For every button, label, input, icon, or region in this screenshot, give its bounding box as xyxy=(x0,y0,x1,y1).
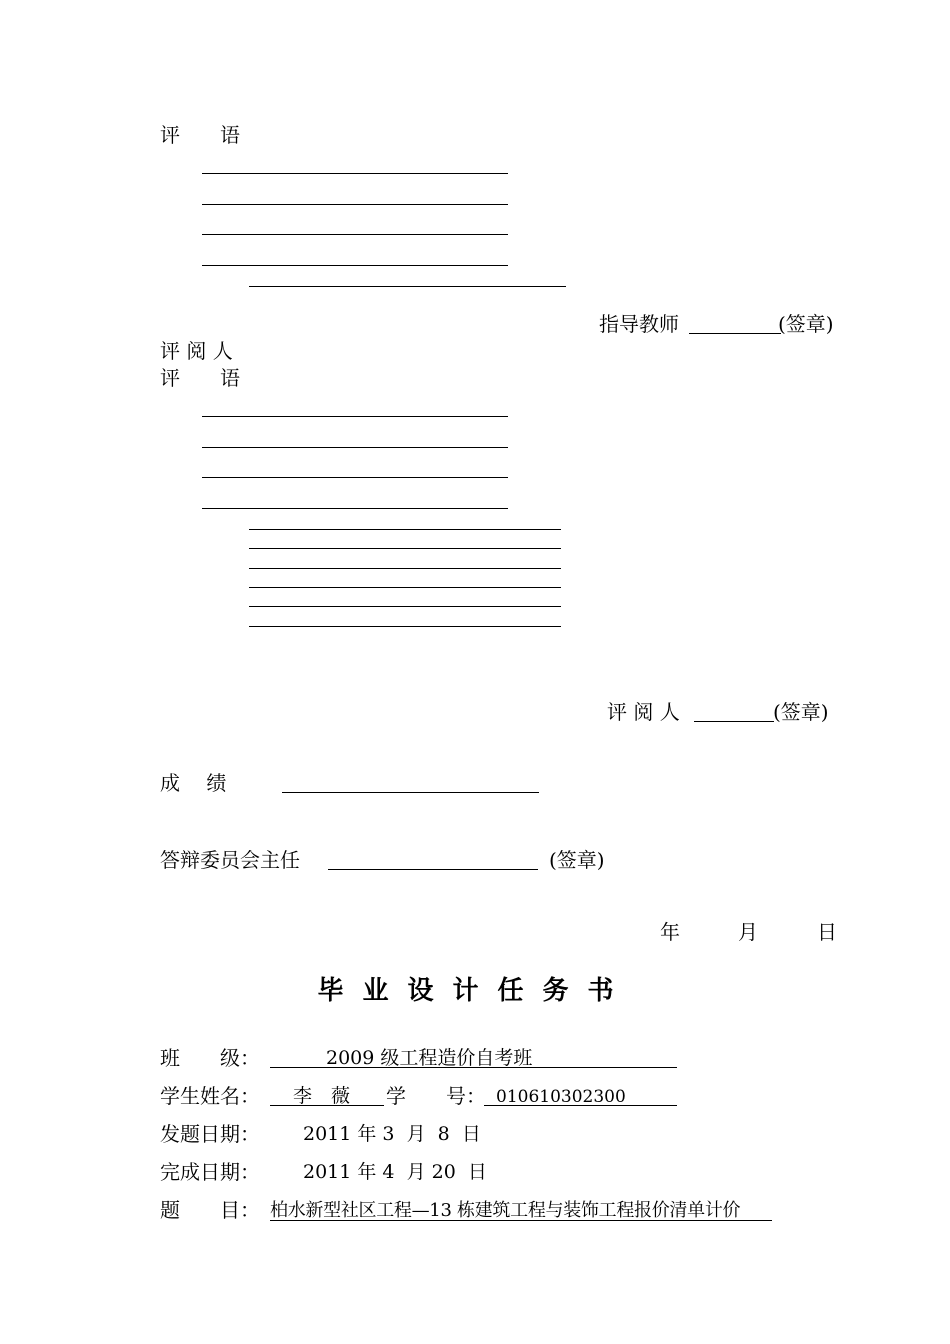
reviewer-comment-line-7[interactable] xyxy=(249,568,561,569)
committee-sign-suffix: (签章) xyxy=(549,848,605,872)
complete-date-value: 2011 年 4 月 20 日 xyxy=(303,1161,487,1183)
complete-date-label: 完成日期： xyxy=(160,1160,260,1184)
reviewer-heading: 评 阅 人 xyxy=(160,339,233,363)
issue-date-value: 2011 年 3 月 8 日 xyxy=(303,1123,481,1145)
committee-sign-line[interactable] xyxy=(328,869,538,870)
student-label: 学生姓名： xyxy=(160,1084,260,1108)
reviewer-comment-line-1[interactable] xyxy=(202,416,508,417)
grade-line[interactable] xyxy=(282,792,539,793)
date-year-label: 年 xyxy=(660,920,680,944)
advisor-sign-suffix: (签章) xyxy=(778,312,834,336)
topic-value: 柏水新型社区工程—13 栋建筑工程与装饰工程报价清单计价 xyxy=(270,1200,741,1221)
date-day-label: 日 xyxy=(817,920,837,944)
committee-label: 答辩委员会主任 xyxy=(160,848,300,872)
grade-label: 成 绩 xyxy=(160,771,227,795)
reviewer-comment-line-10[interactable] xyxy=(249,626,561,627)
student-id-value: 010610302300 xyxy=(496,1087,626,1107)
reviewer-comment-label: 评 语 xyxy=(160,366,240,390)
reviewer-comment-line-6[interactable] xyxy=(249,548,561,549)
student-id-label: 学 号： xyxy=(386,1084,486,1108)
reviewer-comment-line-9[interactable] xyxy=(249,606,561,607)
reviewer-sign-line[interactable] xyxy=(694,721,774,722)
topic-underline[interactable] xyxy=(270,1220,772,1221)
reviewer-sign-label: 评 阅 人 xyxy=(607,700,680,724)
reviewer-comment-line-8[interactable] xyxy=(249,587,561,588)
advisor-sign-line[interactable] xyxy=(689,333,781,334)
advisor-comment-line-1[interactable] xyxy=(202,173,508,174)
student-id-underline[interactable] xyxy=(484,1105,677,1106)
advisor-comment-label: 评 语 xyxy=(160,123,240,147)
date-month-label: 月 xyxy=(738,920,758,944)
class-underline[interactable] xyxy=(270,1067,677,1068)
student-underline[interactable] xyxy=(270,1105,384,1106)
topic-label: 题 目： xyxy=(160,1198,260,1222)
advisor-comment-line-2[interactable] xyxy=(202,204,508,205)
advisor-sign-label: 指导教师 xyxy=(599,312,679,336)
reviewer-comment-line-2[interactable] xyxy=(202,447,508,448)
advisor-comment-line-5[interactable] xyxy=(249,286,566,287)
reviewer-sign-suffix: (签章) xyxy=(773,700,829,724)
reviewer-comment-line-3[interactable] xyxy=(202,477,508,478)
class-label: 班 级： xyxy=(160,1046,260,1070)
task-book-title: 毕业设计任务书 xyxy=(317,976,633,1006)
issue-date-label: 发题日期： xyxy=(160,1122,260,1146)
advisor-comment-line-4[interactable] xyxy=(202,265,508,266)
reviewer-comment-line-4[interactable] xyxy=(202,508,508,509)
advisor-comment-line-3[interactable] xyxy=(202,234,508,235)
student-value: 李 薇 xyxy=(293,1085,351,1107)
class-value: 2009 级工程造价自考班 xyxy=(326,1047,533,1069)
reviewer-comment-line-5[interactable] xyxy=(249,529,561,530)
